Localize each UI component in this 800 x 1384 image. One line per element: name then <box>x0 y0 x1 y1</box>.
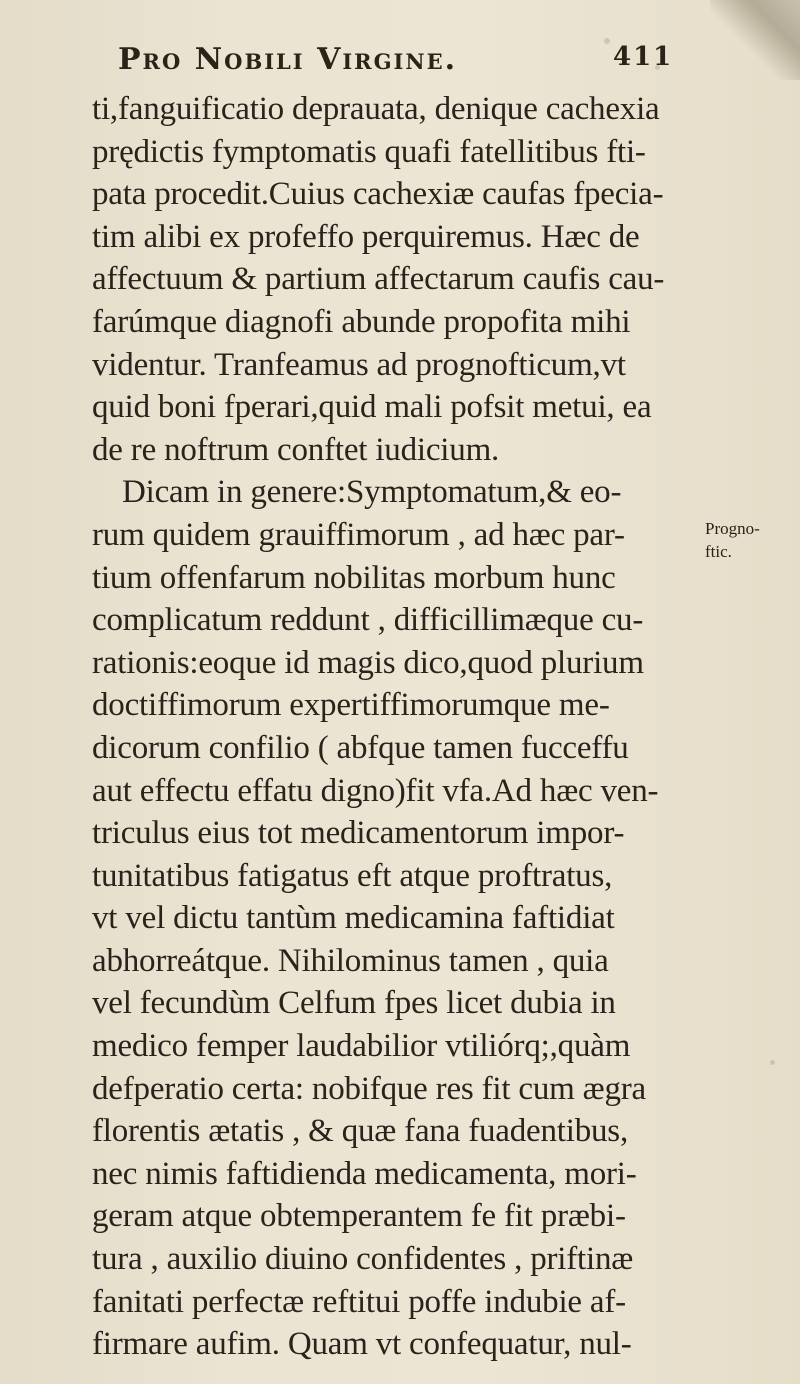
text-line: fanitati perfectæ reftitui poffe indubie af- <box>92 1283 626 1320</box>
text-line: triculus eius tot medicamentorum impor- <box>92 815 625 852</box>
ink-spot <box>770 1060 775 1065</box>
running-head <box>118 42 678 82</box>
text-line: firmare aufim. Quam vt confequatur, nul- <box>92 1326 632 1363</box>
body-text <box>92 88 752 1366</box>
text-line: nec nimis faftidienda medicamenta, mori- <box>92 1155 637 1192</box>
text-line: tura , auxilio diuino confidentes , priftinæ <box>92 1241 634 1278</box>
margin-note-line: ftic. <box>705 542 732 561</box>
text-line: medico femper laudabilior vtiliórq;,quàm <box>92 1028 631 1065</box>
running-title: Pro Nobili Virgine. <box>118 42 458 77</box>
text-line: vel fecundùm Celfum fpes licet dubia in <box>92 985 616 1022</box>
text-line: de re noftrum conftet iudicium. <box>92 431 500 468</box>
text-line: Dicam in genere:Symptomatum,& eo- <box>122 474 622 511</box>
text-line: rationis:eoque id magis dico,quod plurium <box>92 644 644 681</box>
text-line: affectuum & partium affectarum caufis cau- <box>92 261 665 298</box>
text-line: rum quidem grauiffimorum , ad hæc par- <box>92 516 625 553</box>
text-line: florentis ætatis , & quæ fana fuadentibus, <box>92 1113 629 1150</box>
text-line: pata procedit.Cuius cachexiæ caufas fpecia- <box>92 176 664 213</box>
text-line: aut effectu effatu digno)fit vfa.Ad hæc ven- <box>92 772 659 809</box>
text-line: quid boni fperari,quid mali pofsit metui, ea <box>92 389 652 426</box>
text-line: ti,fanguificatio deprauata, denique cachexia <box>92 91 660 127</box>
text-line: dicorum confilio ( abfque tamen fucceffu <box>92 729 629 766</box>
text-line: abhorreátque. Nihilominus tamen , quia <box>92 942 609 979</box>
text-line: tim alibi ex profeffo perquiremus. Hæc de <box>92 218 640 255</box>
page-corner-shadow <box>710 0 800 80</box>
text-line: farúmque diagnofi abunde propofita mihi <box>92 303 631 340</box>
page-number: 411 <box>613 42 674 72</box>
text-line: geram atque obtemperantem fe fit præbi- <box>92 1198 626 1235</box>
text-line: prędictis fymptomatis quafi fatellitibus fti- <box>92 133 646 170</box>
text-line: complicatum reddunt , difficillimæque cu- <box>92 602 644 639</box>
text-line: videntur. Tranfeamus ad prognofticum,vt <box>92 346 626 383</box>
text-line: vt vel dictu tantùm medicamina faftidiat <box>92 900 615 937</box>
text-line: tium offenfarum nobilitas morbum hunc <box>92 559 616 596</box>
margin-note <box>705 517 760 563</box>
text-line: doctiffimorum expertiffimorumque me- <box>92 687 610 724</box>
margin-note-line: Progno- <box>705 519 760 538</box>
text-line: tunitatibus fatigatus eft atque proftratus, <box>92 857 613 894</box>
text-line: defperatio certa: nobifque res fit cum ægra <box>92 1070 646 1107</box>
